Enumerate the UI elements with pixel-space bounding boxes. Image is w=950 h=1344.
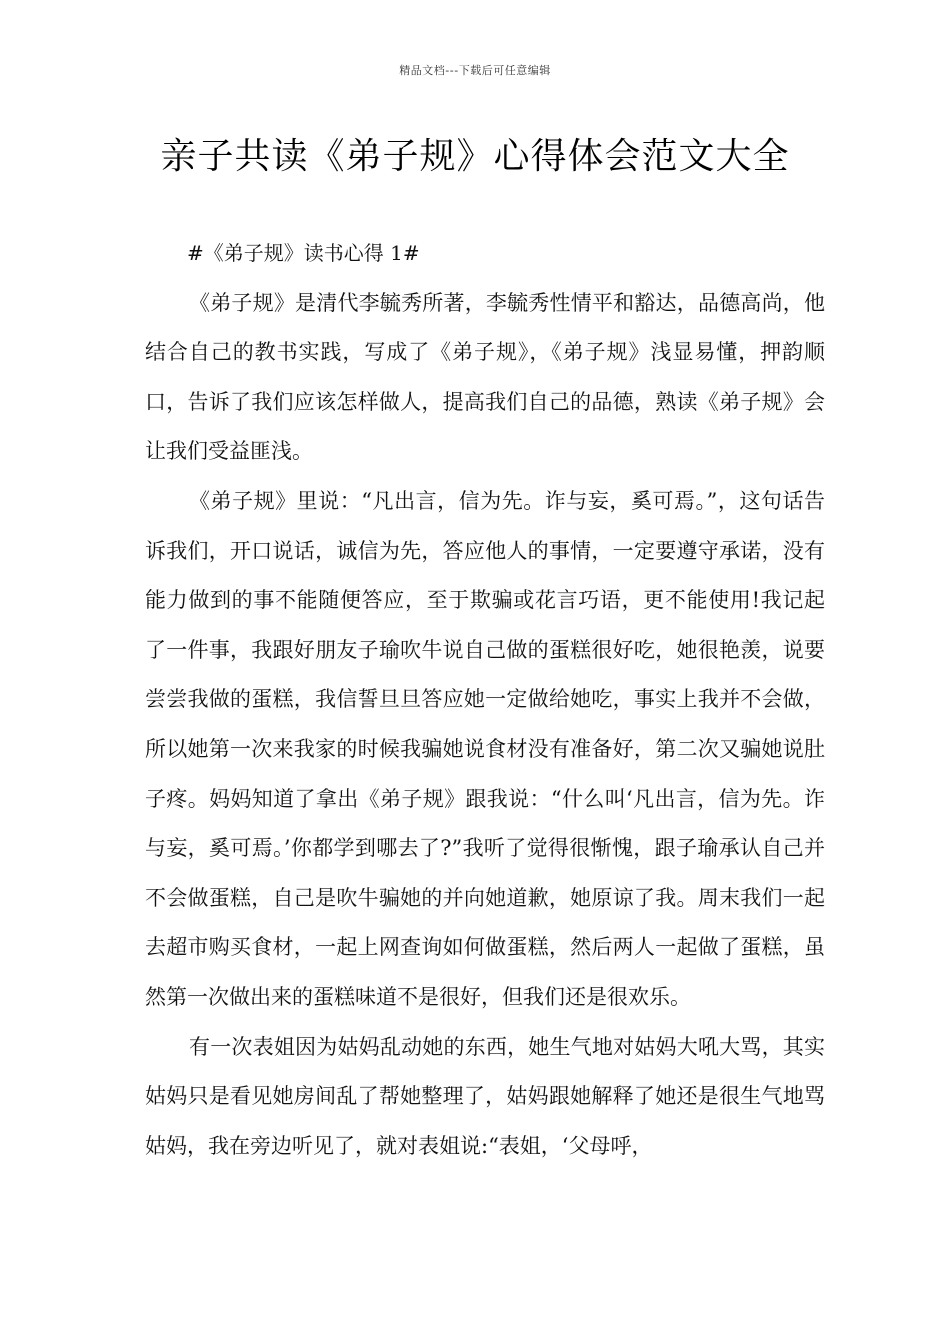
header-note: 精品文档---下载后可任意编辑 bbox=[399, 64, 551, 77]
section-heading: #《弟子规》读书心得 1# bbox=[187, 241, 420, 265]
document-title: 亲子共读《弟子规》心得体会范文大全 bbox=[160, 136, 790, 177]
document-body bbox=[145, 229, 825, 1171]
paragraph-1: 《弟子规》是清代李毓秀所著，李毓秀性情平和豁达，品德高尚，他结合自己的教书实践，写成了《弟子规》，《弟子规》浅显易懂，押韵顺口，告诉了我们应该怎样做人，提高我们自己的品德，熟读《弟子规》会让我们受益匪浅。 bbox=[145, 290, 825, 464]
paragraph-3: 有一次表姐因为姑妈乱动她的东西，她生气地对姑妈大吼大骂，其实姑妈只是看见她房间乱了帮她整理了，姑妈跟她解释了她还是很生气地骂姑妈，我在旁边听见了，就对表姐说:“表姐，‘父母呼， bbox=[145, 1034, 825, 1158]
paragraph-2: 《弟子规》里说：“凡出言，信为先。诈与妄，奚可焉。”，这句话告诉我们，开口说话，诚信为先，答应他人的事情，一定要遵守承诺，没有能力做到的事不能随便答应，至于欺骗或花言巧语，更不能使用!我记起了一件事，我跟好朋友子瑜吹牛说自己做的蛋糕很好吃，她很艳羡，说要尝尝我做的蛋糕，我信誓旦旦答应她一定做给她吃，事实上我并不会做，所以她第一次来我家的时候我骗她说食材没有准备好，第二次又骗她说肚子疼。妈妈知道了拿出《弟子规》跟我说：“什么叫‘凡出言，信为先。诈与妄，奚可焉。’你都学到哪去了?”我听了觉得很惭愧，跟子瑜承认自己并不会做蛋糕，自己是吹牛骗她的并向她道歉，她原谅了我。周末我们一起去超市购买食材，一起上网查询如何做蛋糕，然后两人一起做了蛋糕，虽然第一次做出来的蛋糕味道不是很好，但我们还是很欢乐。 bbox=[145, 488, 825, 1009]
